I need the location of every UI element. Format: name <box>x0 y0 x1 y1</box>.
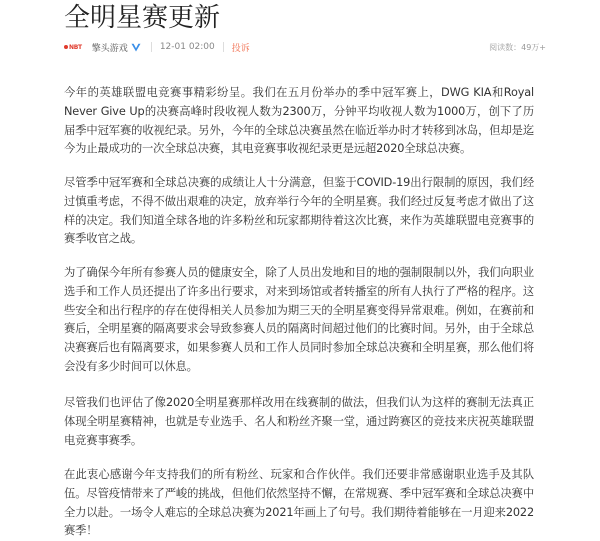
article-title: 全明星赛更新 <box>64 3 221 33</box>
paragraph: 为了确保今年所有参赛人员的健康安全，除了人员出发地和目的地的强制限制以外，我们向职业选手和工作人员还提出了许多出行要求，对来到场馆或者转播室的所有人执行了严格的程序。这些安全和出行程序的存在使得相关人员参加为期三天的全明星赛变得异常艰难。例如，在赛前和赛后，全明星赛的隔离要求会导致参赛人员的隔离时间超过他们的比赛时间。另外，由于全球总决赛赛后也有隔离要求，如果参赛人员和工作人员同时参加全球总决赛和全明星赛，那么他们将会没有多少时间可以休息。 <box>64 266 534 373</box>
divider <box>151 42 152 52</box>
logo-dot-icon <box>64 45 68 49</box>
verified-v-icon <box>131 43 141 52</box>
article-meta <box>64 39 546 55</box>
source-logo-text: NBT <box>69 43 82 51</box>
author-name[interactable]: 擎头游戏 <box>91 43 128 54</box>
paragraph: 尽管我们也评估了像2020全明星赛那样改用在线赛制的做法，但我们认为这样的赛制无法真正体现全明星赛精神，也就是专业选手、名人和粉丝齐聚一堂，通过跨赛区的竞技来庆祝英雄联盟电竞赛事赛季。 <box>64 396 534 447</box>
paragraph: 今年的英雄联盟电竞赛事精彩纷呈。我们在五月份举办的季中冠军赛上，DWG KIA和Royal Never Give Up的决赛高峰时段收视人数为2300万，分钟平均收视人数为1000万，创下了历届季中冠军赛的收视纪录。另外，今年的全球总决赛虽然在临近举办时才转移到冰岛，但却是迄今为止最成功的一次全球总决赛，其电竞赛事收视纪录更是远超2020全球总决赛。 <box>64 86 534 156</box>
divider <box>223 42 224 52</box>
publish-time: 12-01 02:00 <box>159 42 215 52</box>
paragraph: 在此衷心感谢今年支持我们的所有粉丝、玩家和合作伙伴。我们还要非常感谢职业选手及其队伍。尽管疫情带来了严峻的挑战，但他们依然坚持不懈，在常规赛、季中冠军赛和全球总决赛中全力以赴。一场令人难忘的全球总决赛为2021年画上了句号。我们期待着能够在一月迎来2022赛季！ <box>64 468 534 538</box>
read-count: 阅读数：49万+ <box>489 42 546 52</box>
source-logo[interactable] <box>64 44 82 51</box>
paragraph: 尽管季中冠军赛和全球总决赛的成绩让人十分满意，但鉴于COVID-19出行限制的原因，我们经过慎重考虑，不得不做出艰难的决定，放弃举行今年的全明星赛。我们经过反复考虑才做出了这样的决定。我们知道全球各地的许多粉丝和玩家都期待着这次比赛，来作为英雄联盟电竞赛事的赛季收官之战。 <box>64 176 534 246</box>
report-link[interactable]: 投诉 <box>231 43 250 54</box>
